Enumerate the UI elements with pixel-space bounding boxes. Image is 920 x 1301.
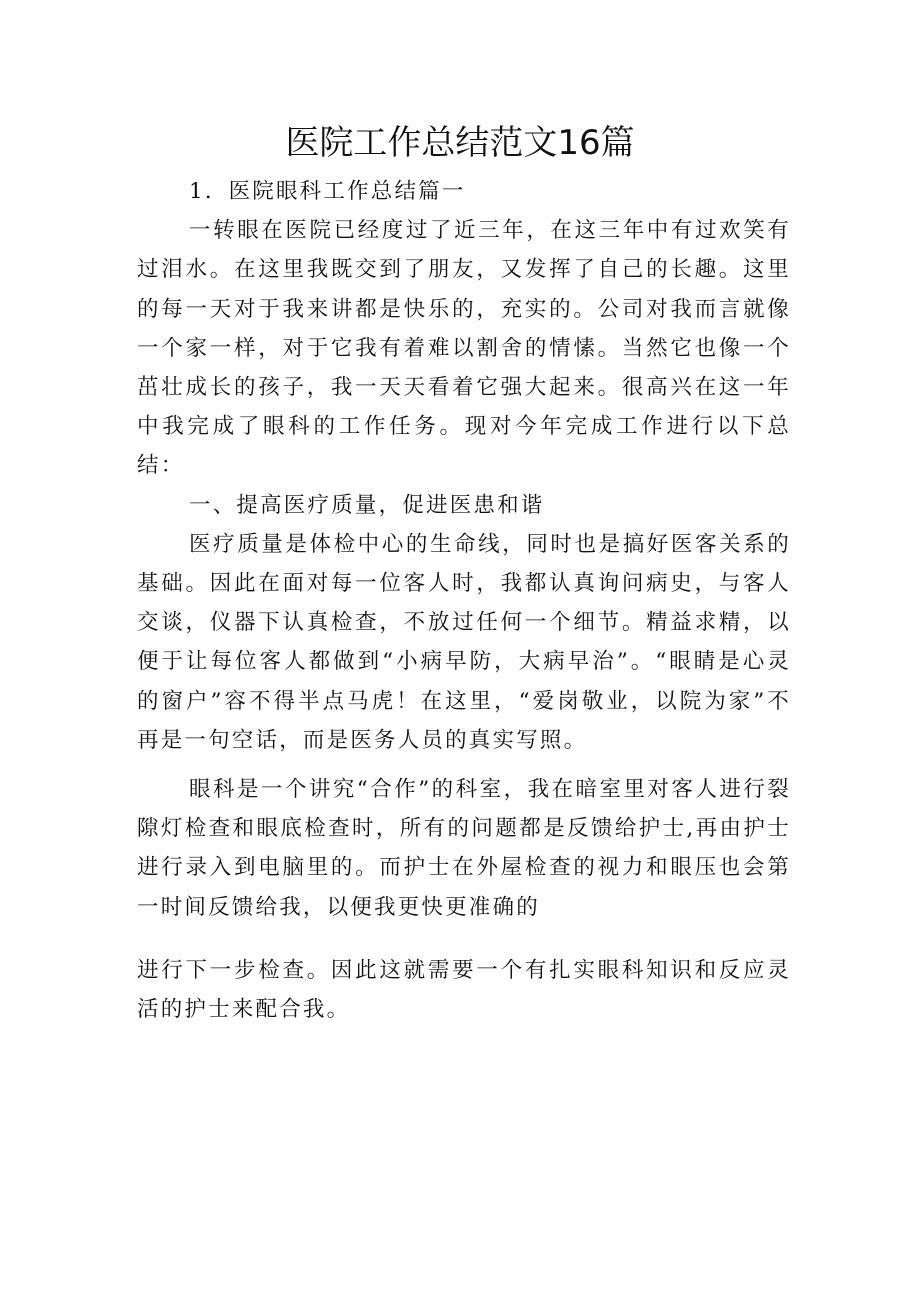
section-heading: 1．医院眼科工作总结篇一 (189, 179, 466, 204)
paragraph: 医疗质量是体检中心的生命线，同时也是搞好医客关系的基础。因此在面对每一位客人时，我都认真询问病史，与客人交谈，仪器下认真检查，不放过任何一个细节。精益求精，以便于让每位客人都做到“小病早防，大病早治”。“眼睛是心灵的窗户”容不得半点马虎！在这里，“爱岗敬业，以院为家”不再是一句空话，而是医务人员的真实写照。 (137, 531, 791, 753)
document-body (137, 172, 791, 1029)
paragraph: 进行下一步检查。因此这就需要一个有扎实眼科知识和反应灵活的护士来配合我。 (137, 957, 791, 1023)
paragraph: 一转眼在医院已经度过了近三年，在这三年中有过欢笑有过泪水。在这里我既交到了朋友，又发挥了自己的长趣。这里的每一天对于我来讲都是快乐的，充实的。公司对我而言就像一个家一样，对于它我有着难以割舍的情愫。当然它也像一个茁壮成长的孩子，我一天天看着它强大起来。很高兴在这一年中我完成了眼科的工作任务。现对今年完成工作进行以下总结： (137, 218, 791, 479)
document-title: 医院工作总结范文16篇 (285, 123, 635, 163)
section-heading: 一、提高医疗质量，促进医患和谐 (189, 492, 545, 518)
paragraph: 眼科是一个讲究“合作”的科室，我在暗室里对客人进行裂隙灯检查和眼底检查时，所有的问题都是反馈给护士,再由护士进行录入到电脑里的。而护士在外屋检查的视力和眼压也会第一时间反馈给我，以便我更快更准确的 (137, 777, 791, 920)
